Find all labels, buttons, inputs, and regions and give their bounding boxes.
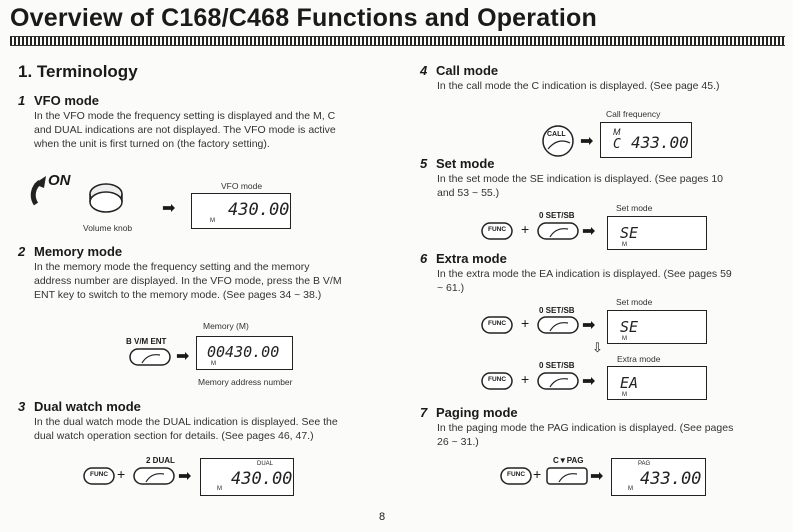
paging-lcd-display xyxy=(611,458,706,496)
pag-indicator: PAG xyxy=(638,461,651,467)
extra-key-label-1: 0 SET/SB xyxy=(539,306,575,315)
dual-text: In the dual watch mode the DUAL indication is displayed. See the dual watch operation section for details. (See pages 46, 47.) xyxy=(34,416,338,442)
dual-key-button[interactable] xyxy=(132,465,176,487)
call-key-button[interactable] xyxy=(540,123,576,159)
dual-heading-text: Dual watch mode xyxy=(34,399,141,414)
extra-set-lcd-display xyxy=(607,310,707,344)
paging-heading-text: Paging mode xyxy=(436,405,518,420)
set-key-label: 0 SET/SB xyxy=(539,211,575,220)
extra-display-value: EA xyxy=(620,374,639,392)
c-indicator: C xyxy=(613,137,621,152)
paging-key-label: C▼PAG xyxy=(553,456,584,465)
func-key-button[interactable] xyxy=(500,465,532,487)
vfo-display-caption: VFO mode xyxy=(221,181,263,191)
m-indicator: M xyxy=(622,336,627,342)
dual-heading xyxy=(18,399,141,414)
vfo-heading xyxy=(18,93,99,108)
call-text: In the call mode the C indication is displayed. (See page 45.) xyxy=(437,80,720,92)
paging-heading xyxy=(420,405,518,420)
page-title: Overview of C168/C468 Functions and Operation xyxy=(10,4,597,32)
call-heading-text: Call mode xyxy=(436,63,499,78)
dual-frequency: 430.00 xyxy=(231,469,293,489)
plus-sign: + xyxy=(521,221,530,237)
plus-sign: + xyxy=(521,371,530,387)
section-title: 1. Terminology xyxy=(18,62,138,81)
arrow-icon: ➡ xyxy=(178,468,192,485)
call-frequency: 433.00 xyxy=(631,133,689,152)
m-indicator: M xyxy=(622,242,627,248)
extra-text: In the extra mode the EA indication is displayed. (See pages 59 ~ 61.) xyxy=(437,268,732,294)
arrow-icon: ➡ xyxy=(582,223,596,240)
extra-mode-caption: Extra mode xyxy=(617,354,661,364)
arrow-icon: ➡ xyxy=(590,468,604,485)
dual-indicator: DUAL xyxy=(257,461,274,467)
call-lcd-display xyxy=(600,122,692,158)
func-key-label: FUNC xyxy=(488,226,507,233)
set-display-caption: Set mode xyxy=(616,203,653,213)
volume-knob-icon[interactable] xyxy=(86,178,126,218)
memory-frequency: 00430.00 xyxy=(207,343,280,361)
memory-display-caption: Memory (M) xyxy=(203,321,249,331)
plus-sign: + xyxy=(117,466,126,482)
paging-text: In the paging mode the PAG indication is displayed. (See pages 26 ~ 31.) xyxy=(437,422,734,448)
paging-number: 7 xyxy=(420,405,428,420)
func-key-button[interactable] xyxy=(83,465,115,487)
arrow-icon: ➡ xyxy=(580,133,594,150)
arrow-icon: ➡ xyxy=(162,200,176,217)
vfo-text: In the VFO mode the frequency setting is displayed and the M, C and DUAL indications are not displayed. The VFO mode is active when the unit is first turned on (the factory setting). xyxy=(34,110,336,150)
m-indicator: M xyxy=(622,392,627,398)
extra-set-caption: Set mode xyxy=(616,297,653,307)
func-key-label: FUNC xyxy=(90,471,109,478)
extra-heading xyxy=(420,251,507,266)
set-lcd-display xyxy=(607,216,707,250)
dual-key-label: 2 DUAL xyxy=(146,456,175,465)
set-heading xyxy=(420,156,495,171)
m-indicator: M xyxy=(613,127,621,137)
arrow-icon: ➡ xyxy=(582,373,596,390)
paging-frequency: 433.00 xyxy=(640,469,702,489)
memory-number: 2 xyxy=(18,244,26,259)
title-rule xyxy=(10,36,785,46)
arrow-icon: ➡ xyxy=(582,317,596,334)
memory-text: In the memory mode the frequency setting and the memory address number are displayed. In the VFO mode, press the B V/M ENT key to switch to the memory mode. (See pages 34 ~ 38.) xyxy=(34,261,342,301)
set-key-button[interactable] xyxy=(536,220,580,242)
call-display-caption: Call frequency xyxy=(606,109,661,119)
plus-sign: + xyxy=(533,466,542,482)
paging-key-button[interactable] xyxy=(545,465,589,487)
extra-heading-text: Extra mode xyxy=(436,251,507,266)
func-key-label: FUNC xyxy=(488,320,507,327)
down-arrow-icon: ⇩ xyxy=(592,340,603,355)
memory-lcd-display xyxy=(196,336,293,370)
arrow-icon: ➡ xyxy=(176,348,190,365)
extra-set-value: SE xyxy=(620,318,639,336)
call-heading xyxy=(420,63,498,78)
volume-knob-label: Volume knob xyxy=(83,223,133,233)
func-key-label: FUNC xyxy=(507,471,526,478)
extra-number: 6 xyxy=(420,251,428,266)
call-key-label: CALL xyxy=(547,131,566,138)
extra-lcd-display xyxy=(607,366,707,400)
vfo-number: 1 xyxy=(18,93,26,108)
bvm-key-button[interactable] xyxy=(128,345,172,369)
vfo-frequency: 430.00 xyxy=(228,200,290,220)
on-label: ON xyxy=(48,172,71,189)
dual-number: 3 xyxy=(18,399,26,414)
m-indicator: M xyxy=(628,486,633,492)
set-heading-text: Set mode xyxy=(436,156,495,171)
set-number: 5 xyxy=(420,156,428,171)
memory-heading xyxy=(18,244,122,259)
func-key-button[interactable] xyxy=(481,314,513,336)
page-number: 8 xyxy=(379,511,386,523)
memory-heading-text: Memory mode xyxy=(34,244,123,259)
bvm-key-label: B V/M ENT xyxy=(126,337,167,346)
extra-key-label-2: 0 SET/SB xyxy=(539,361,575,370)
set-key-button[interactable] xyxy=(536,314,580,336)
func-key-button[interactable] xyxy=(481,370,513,392)
call-number: 4 xyxy=(420,63,428,78)
func-key-button[interactable] xyxy=(481,220,513,242)
plus-sign: + xyxy=(521,315,530,331)
memory-address-caption: Memory address number xyxy=(198,377,293,387)
func-key-label: FUNC xyxy=(488,376,507,383)
vfo-lcd-display xyxy=(191,193,291,229)
dual-lcd-display xyxy=(200,458,294,496)
m-indicator: M xyxy=(217,486,222,492)
m-indicator: M xyxy=(210,218,215,224)
vfo-heading-text: VFO mode xyxy=(34,93,100,108)
set-display-value: SE xyxy=(620,224,639,242)
m-indicator: M xyxy=(211,361,216,367)
set-text: In the set mode the SE indication is displayed. (See pages 10 and 53 ~ 55.) xyxy=(437,173,724,199)
set-key-button[interactable] xyxy=(536,370,580,392)
